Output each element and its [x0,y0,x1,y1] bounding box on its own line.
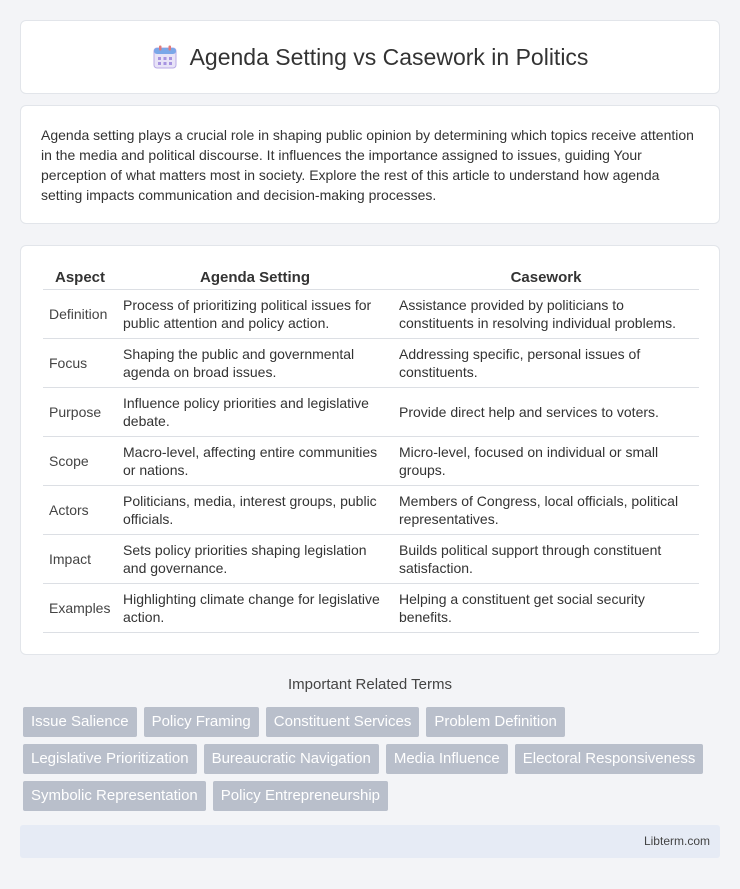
related-terms-title: Important Related Terms [288,676,452,693]
agenda-cell: Shaping the public and governmental agenda on broad issues. [117,338,393,387]
agenda-cell: Process of prioritizing political issues for public attention and policy action. [117,289,393,338]
casework-cell: Members of Congress, local officials, political representatives. [393,485,699,534]
related-term-tag[interactable]: Bureaucratic Navigation [204,744,379,774]
agenda-cell: Sets policy priorities shaping legislation and governance. [117,534,393,583]
aspect-cell: Purpose [43,387,117,436]
related-term-tag[interactable]: Policy Entrepreneurship [213,781,388,811]
footer-bar [20,825,720,858]
related-term-tag[interactable]: Media Influence [386,744,508,774]
related-terms-list [23,707,723,818]
related-term-tag[interactable]: Symbolic Representation [23,781,206,811]
table-row [43,485,699,534]
related-term-tag[interactable]: Problem Definition [426,707,565,737]
aspect-cell: Examples [43,583,117,632]
table-row [43,289,699,338]
related-term-tag[interactable]: Issue Salience [23,707,137,737]
comparison-card [20,245,720,655]
aspect-cell: Actors [43,485,117,534]
casework-cell: Helping a constituent get social security benefits. [393,583,699,632]
table-row [43,338,699,387]
footer-brand-link[interactable]: Libterm.com [643,834,710,848]
calendar-icon [152,44,178,70]
header-card [20,20,720,94]
intro-text: Agenda setting plays a crucial role in shaping public opinion by determining which topics receive attention in the media and political discourse. It influences the importance assigned to issues, guiding Your perception of what matters most in society. Explore the rest of this article to understand how agenda setting impacts communication and decision-making processes. [41,127,694,203]
header-casework: Casework [393,266,699,289]
agenda-cell: Politicians, media, interest groups, public officials. [117,485,393,534]
aspect-cell: Impact [43,534,117,583]
agenda-cell: Influence policy priorities and legislative debate. [117,387,393,436]
table-header-row [43,266,699,289]
comparison-table [43,266,699,633]
page-title: Agenda Setting vs Casework in Politics [189,43,589,70]
table-row [43,583,699,632]
casework-cell: Provide direct help and services to voters. [393,387,699,436]
aspect-cell: Focus [43,338,117,387]
agenda-cell: Macro-level, affecting entire communities or nations. [117,436,393,485]
header-aspect: Aspect [43,266,117,289]
related-term-tag[interactable]: Electoral Responsiveness [515,744,704,774]
casework-cell: Builds political support through constituent satisfaction. [393,534,699,583]
header-agenda-setting: Agenda Setting [117,266,393,289]
intro-card [20,105,720,224]
casework-cell: Micro-level, focused on individual or small groups. [393,436,699,485]
related-term-tag[interactable]: Policy Framing [144,707,259,737]
casework-cell: Addressing specific, personal issues of constituents. [393,338,699,387]
related-term-tag[interactable]: Constituent Services [266,707,420,737]
casework-cell: Assistance provided by politicians to constituents in resolving individual problems. [393,289,699,338]
related-term-tag[interactable]: Legislative Prioritization [23,744,197,774]
table-row [43,534,699,583]
table-row [43,436,699,485]
table-row [43,387,699,436]
agenda-cell: Highlighting climate change for legislative action. [117,583,393,632]
aspect-cell: Scope [43,436,117,485]
aspect-cell: Definition [43,289,117,338]
